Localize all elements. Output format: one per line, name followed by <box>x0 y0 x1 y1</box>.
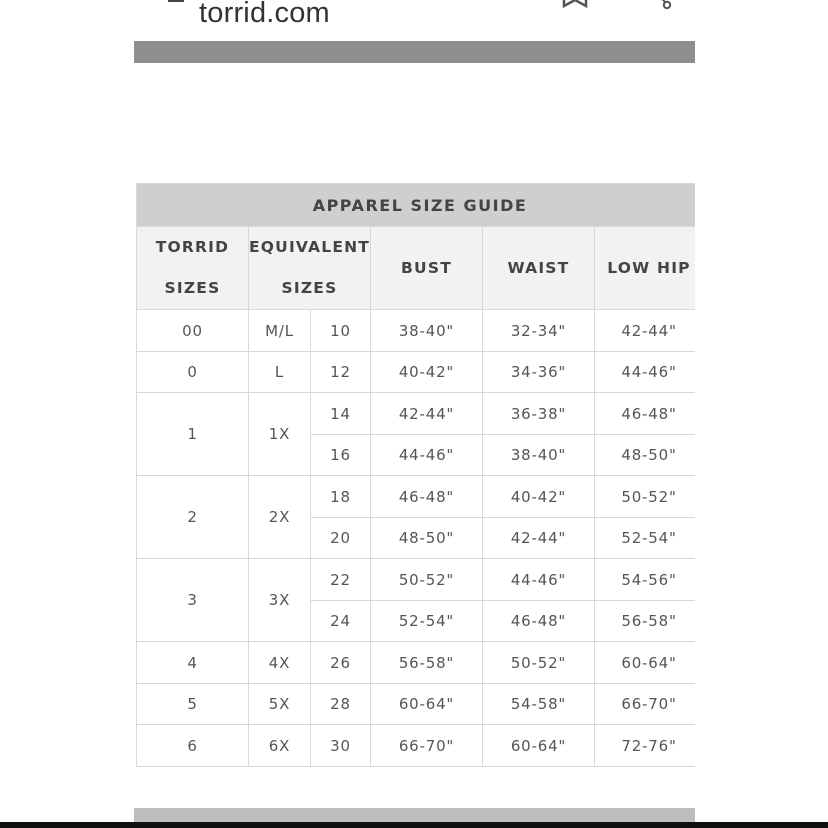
header-equiv-line1: EQUIVALENT <box>249 238 371 256</box>
cell-waist: 54-58" <box>483 684 595 725</box>
cell-equivalent-size: 5X <box>249 684 311 725</box>
cell-bust: 52-54" <box>371 601 483 642</box>
header-torrid-line2: SIZES <box>164 279 221 297</box>
cell-low-hip: 42-44" <box>595 310 696 352</box>
cell-waist: 38-40" <box>483 435 595 476</box>
cell-bust: 38-40" <box>371 310 483 352</box>
cell-low-hip: 66-70" <box>595 684 696 725</box>
size-guide-title: APPAREL SIZE GUIDE <box>137 184 696 227</box>
cell-numeric-size: 22 <box>311 559 371 601</box>
browser-toolbar <box>0 0 828 40</box>
cell-numeric-size: 28 <box>311 684 371 725</box>
cell-low-hip: 54-56" <box>595 559 696 601</box>
cell-numeric-size: 12 <box>311 352 371 393</box>
cell-equivalent-size: M/L <box>249 310 311 352</box>
cell-numeric-size: 24 <box>311 601 371 642</box>
cell-numeric-size: 30 <box>311 725 371 767</box>
header-low-hip: LOW HIP <box>595 227 696 310</box>
cell-torrid-size: 6 <box>137 725 249 767</box>
table-row <box>137 559 696 601</box>
cell-numeric-size: 16 <box>311 435 371 476</box>
cell-bust: 66-70" <box>371 725 483 767</box>
header-torrid-line1: TORRID <box>155 238 230 256</box>
cell-equivalent-size: L <box>249 352 311 393</box>
size-guide-table <box>136 183 695 767</box>
cell-low-hip: 48-50" <box>595 435 696 476</box>
cell-waist: 32-34" <box>483 310 595 352</box>
table-row <box>137 684 696 725</box>
header-bust: BUST <box>371 227 483 310</box>
table-row <box>137 352 696 393</box>
cell-waist: 40-42" <box>483 476 595 518</box>
cell-bust: 60-64" <box>371 684 483 725</box>
cell-waist: 34-36" <box>483 352 595 393</box>
cell-numeric-size: 10 <box>311 310 371 352</box>
cell-torrid-size: 2 <box>137 476 249 559</box>
cell-bust: 46-48" <box>371 476 483 518</box>
header-divider-bar <box>134 41 695 63</box>
share-icon[interactable] <box>654 0 674 10</box>
cell-waist: 60-64" <box>483 725 595 767</box>
table-row <box>137 476 696 518</box>
cell-low-hip: 72-76" <box>595 725 696 767</box>
cell-numeric-size: 20 <box>311 518 371 559</box>
cell-low-hip: 46-48" <box>595 393 696 435</box>
cell-numeric-size: 14 <box>311 393 371 435</box>
cell-torrid-size: 5 <box>137 684 249 725</box>
table-row <box>137 310 696 352</box>
size-table-body <box>137 310 696 767</box>
cell-waist: 50-52" <box>483 642 595 684</box>
cell-bust: 50-52" <box>371 559 483 601</box>
cell-numeric-size: 26 <box>311 642 371 684</box>
url-bar[interactable]: torrid.com <box>199 0 330 29</box>
cell-low-hip: 50-52" <box>595 476 696 518</box>
cell-waist: 36-38" <box>483 393 595 435</box>
cell-torrid-size: 1 <box>137 393 249 476</box>
header-waist: WAIST <box>483 227 595 310</box>
cell-torrid-size: 3 <box>137 559 249 642</box>
cell-torrid-size: 0 <box>137 352 249 393</box>
cell-bust: 48-50" <box>371 518 483 559</box>
header-equivalent-sizes <box>249 227 371 310</box>
cell-torrid-size: 00 <box>137 310 249 352</box>
header-torrid-sizes <box>137 227 249 310</box>
cell-torrid-size: 4 <box>137 642 249 684</box>
table-row <box>137 642 696 684</box>
cell-low-hip: 52-54" <box>595 518 696 559</box>
cell-equivalent-size: 6X <box>249 725 311 767</box>
bottom-border <box>0 822 828 828</box>
cell-equivalent-size: 2X <box>249 476 311 559</box>
table-row <box>137 393 696 435</box>
cell-bust: 44-46" <box>371 435 483 476</box>
cell-low-hip: 44-46" <box>595 352 696 393</box>
cell-low-hip: 60-64" <box>595 642 696 684</box>
size-guide-container[interactable] <box>136 183 695 768</box>
cell-bust: 40-42" <box>371 352 483 393</box>
bookmark-icon[interactable] <box>562 0 588 8</box>
menu-icon[interactable] <box>168 0 184 4</box>
cell-equivalent-size: 4X <box>249 642 311 684</box>
cell-bust: 56-58" <box>371 642 483 684</box>
cell-waist: 42-44" <box>483 518 595 559</box>
cell-equivalent-size: 1X <box>249 393 311 476</box>
cell-waist: 46-48" <box>483 601 595 642</box>
cell-equivalent-size: 3X <box>249 559 311 642</box>
cell-bust: 42-44" <box>371 393 483 435</box>
cell-low-hip: 56-58" <box>595 601 696 642</box>
cell-waist: 44-46" <box>483 559 595 601</box>
table-row <box>137 725 696 767</box>
header-equiv-line2: SIZES <box>281 279 338 297</box>
cell-numeric-size: 18 <box>311 476 371 518</box>
